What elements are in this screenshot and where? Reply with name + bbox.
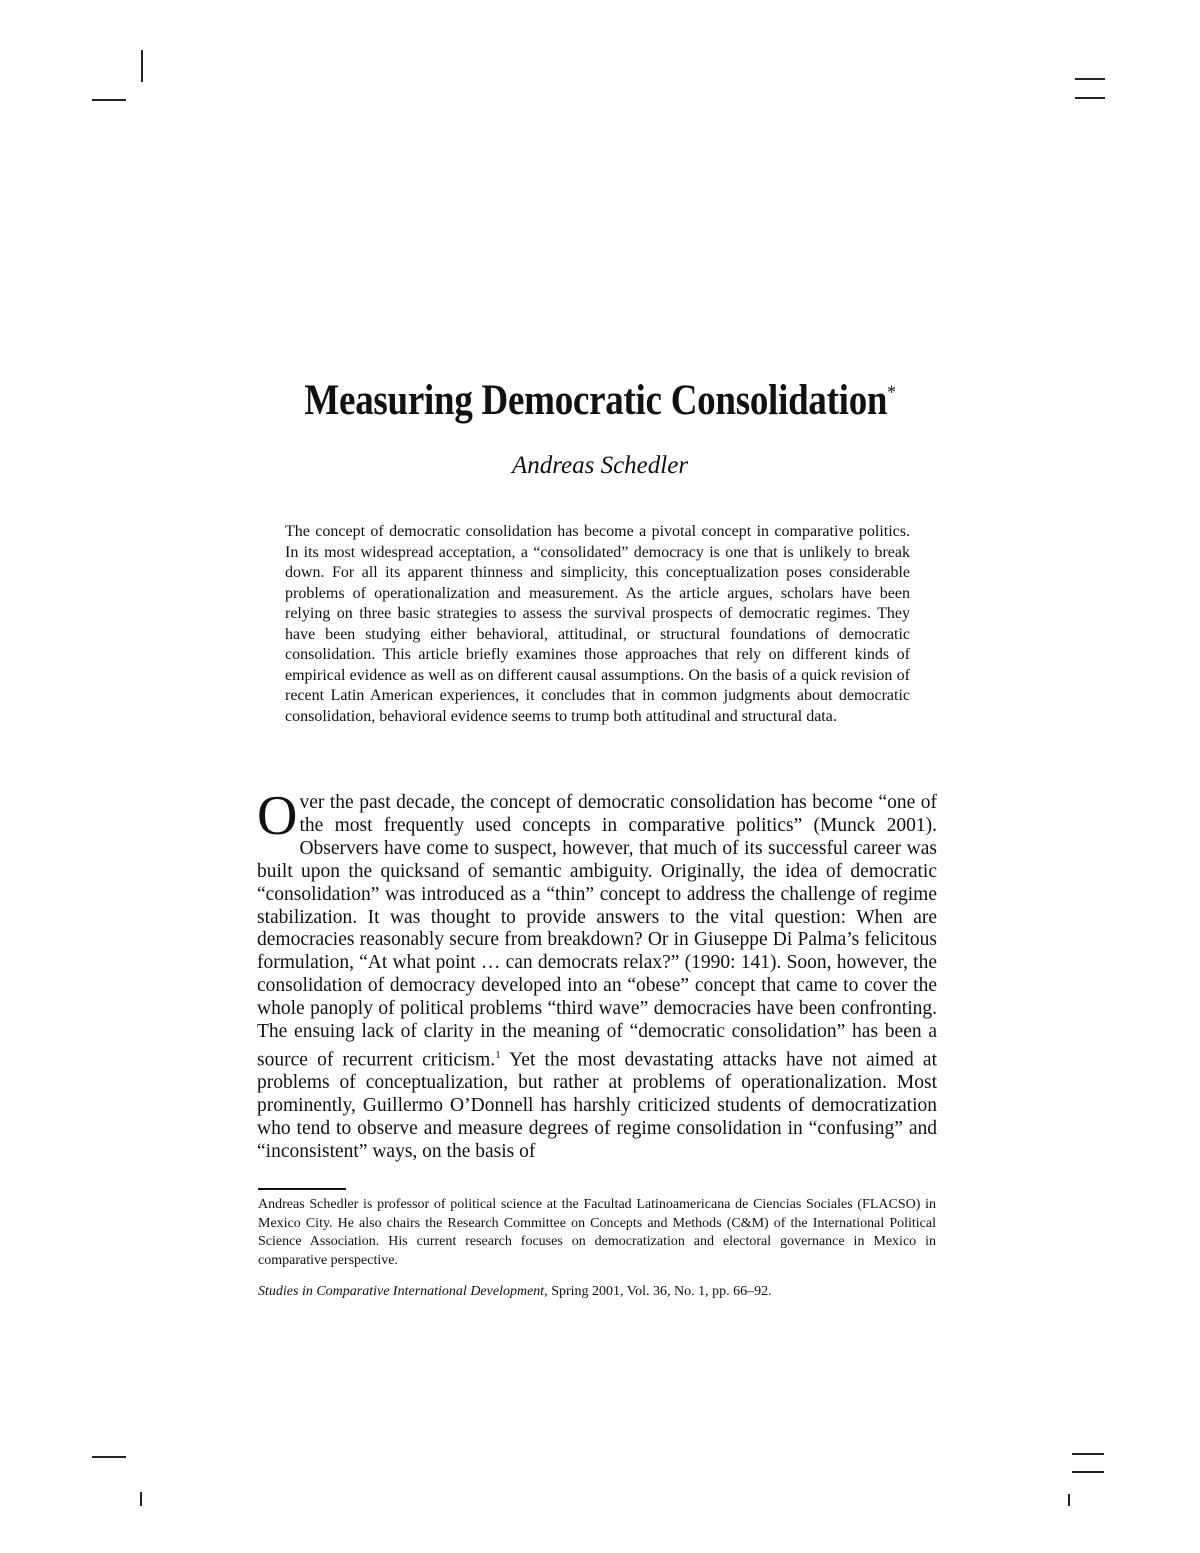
crop-mark-bottom-right-upper [1072, 1453, 1104, 1455]
crop-mark-top-left-vertical [141, 50, 143, 82]
journal-name: Studies in Comparative International Development [258, 1284, 545, 1299]
crop-mark-top-left-horizontal [92, 99, 126, 101]
crop-mark-top-right-upper [1075, 78, 1105, 80]
crop-mark-bottom-right-lower [1072, 1471, 1104, 1473]
body-paragraph [257, 785, 938, 1164]
title-footnote-marker: * [887, 381, 896, 404]
body-text-part-1: ver the past decade, the concept of democratic consolidation has become “one of the most frequently used concepts in comparative politics” (Munck 2001). Observers have come to suspect, however, that much of its successful career was built upon the quicksand of semantic ambiguity. Originally, the idea of democratic “consolidation” was introduced as a “thin” concept to address the challenge of regime stabilization. It was thought to provide answers to the vital question: When are democracies reasonably secure from breakdown? Or in Giuseppe Di Palma’s felicitous formulation, “At what point … can democrats relax?” (1990: 141). Soon, however, the consolidation of democracy developed into an “obese” concept that came to cover the whole panoply of political problems “third wave” democracies have been confronting. The ensuing lack of clarity in the meaning of “democratic consolidation” has been a source of recurrent criticism. [257, 792, 937, 1071]
crop-mark-bottom-right-vertical [1068, 1494, 1070, 1506]
crop-mark-bottom-left-horizontal [92, 1456, 126, 1458]
article-title [84, 376, 1116, 425]
journal-citation [258, 1283, 936, 1301]
footnote-rule [258, 1188, 346, 1190]
crop-mark-bottom-left-vertical [140, 1492, 142, 1506]
author-footnote: Andreas Schedler is professor of political science at the Facultad Latinoamericana de Ciencias Sociales (FLACSO) in Mexico City. He also chairs the Research Committee on Concepts and Methods (C&M) of the International Political Science Association. His current research focuses on democratization and electoral governance in Mexico in comparative perspective. [258, 1197, 936, 1268]
drop-cap: O [257, 785, 298, 847]
article-author: Andreas Schedler [511, 452, 689, 479]
footnote-reference: 1 [495, 1048, 501, 1061]
article-title-text: Measuring Democratic Consolidation [304, 377, 888, 424]
crop-mark-top-right-lower [1075, 97, 1105, 99]
abstract: The concept of democratic consolidation has become a pivotal concept in comparative politics. In its most widespread acceptation, a “consolidated” democracy is one that is unlikely to break down. For all its apparent thinness and simplicity, this conceptualization poses considerable problems of operationalization and measurement. As the article argues, scholars have been relying on three basic strategies to assess the survival prospects of democratic regimes. They have been studying either behavioral, attitudinal, or structural foundations of democratic consolidation. This article briefly examines those approaches that rely on different kinds of empirical evidence as well as on different causal assumptions. On the basis of a quick revision of recent Latin American experiences, it concludes that in common judgments about democratic consolidation, behavioral evidence seems to trump both attitudinal and structural data. [285, 523, 910, 725]
citation-details: , Spring 2001, Vol. 36, No. 1, pp. 66–92. [544, 1284, 772, 1299]
body-text-part-2: Yet the most devastating attacks have not aimed at problems of conceptualization, but rather at problems of operationalization. Most prominently, Guillermo O’Donnell has harshly criticized students of democratization who tend to observe and measure degrees of regime consolidation in “confusing” and “inconsistent” ways, on the basis of [257, 1049, 938, 1163]
